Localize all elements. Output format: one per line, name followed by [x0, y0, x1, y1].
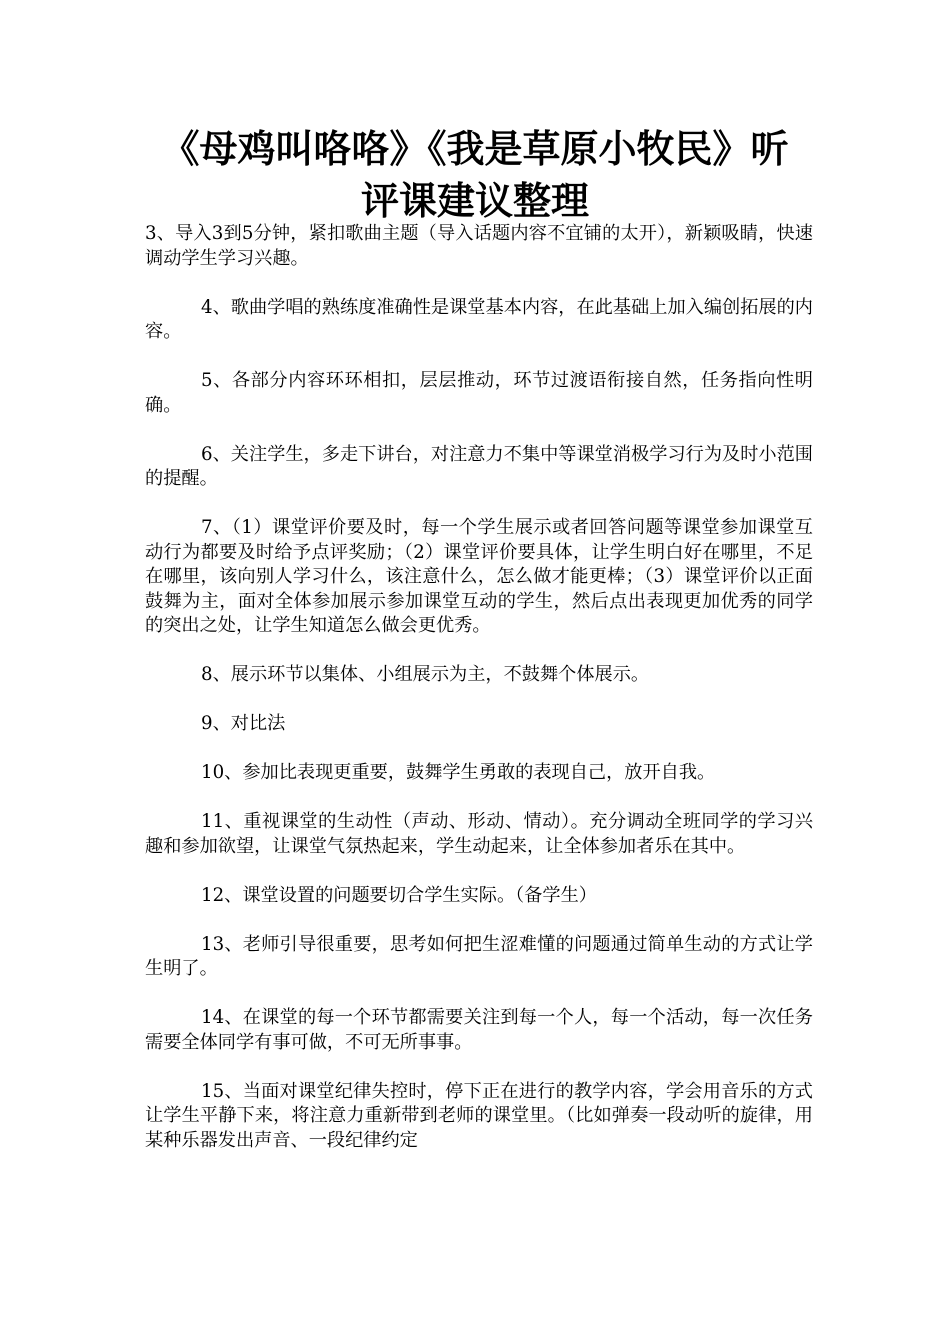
paragraph-item-14: 14、在课堂的每一个环节都需要关注到每一个人，每一个活动，每一次任务需要全体同学有事可做，不可无所事事。	[145, 1007, 813, 1053]
document-body	[145, 222, 813, 1178]
paragraph-item-15: 15、当面对课堂纪律失控时，停下正在进行的教学内容，学会用音乐的方式让学生平静下来，将注意力重新带到老师的课堂里。（比如弹奏一段动听的旋律，用某种乐器发出声音、一段纪律约定	[145, 1080, 813, 1151]
paragraph-item-10: 10、参加比表现更重要，鼓舞学生勇敢的表现自己，放开自我。	[201, 762, 716, 783]
paragraph-item-6: 6、关注学生，多走下讲台，对注意力不集中等课堂消极学习行为及时小范围的提醒。	[145, 443, 813, 489]
paragraph-item-5: 5、各部分内容环环相扣，层层推动，环节过渡语衔接自然，任务指向性明确。	[145, 370, 813, 416]
paragraph-item-3: 3、导入3到5分钟，紧扣歌曲主题（导入话题内容不宜铺的太开），新颖吸睛，快速调动学生学习兴趣。	[145, 223, 813, 269]
paragraph-item-11: 11、重视课堂的生动性（声动、形动、情动）。充分调动全班同学的学习兴趣和参加欲望，让课堂气氛热起来，学生动起来，让全体参加者乐在其中。	[145, 811, 813, 857]
paragraph-item-13: 13、老师引导很重要，思考如何把生涩难懂的问题通过简单生动的方式让学生明了。	[145, 933, 813, 979]
paragraph-item-8: 8、展示环节以集体、小组展示为主，不鼓舞个体展示。	[201, 664, 650, 685]
paragraph-item-12: 12、课堂设置的问题要切合学生实际。（备学生）	[201, 884, 597, 906]
paragraph-item-9: 9、对比法	[201, 713, 286, 734]
paragraph-item-7: 7、（1）课堂评价要及时，每一个学生展示或者回答问题等课堂参加课堂互动行为都要及时给予点评奖励；（2）课堂评价要具体，让学生明白好在哪里，不足在哪里，该向别人学习什么，该注意什么，怎么做才能更棒；（3）课堂评价以正面鼓舞为主，面对全体参加展示参加课堂互动的学生，然后点出表现更加优秀的同学的突出之处，让学生知道怎么做会更优秀。	[145, 517, 813, 636]
document-title-line2: 评课建议整理	[360, 178, 589, 223]
document-title-line1: 《母鸡叫咯咯》《我是草原小牧民》听	[161, 126, 789, 171]
paragraph-item-4: 4、歌曲学唱的熟练度准确性是课堂基本内容，在此基础上加入编创拓展的内容。	[145, 296, 813, 342]
